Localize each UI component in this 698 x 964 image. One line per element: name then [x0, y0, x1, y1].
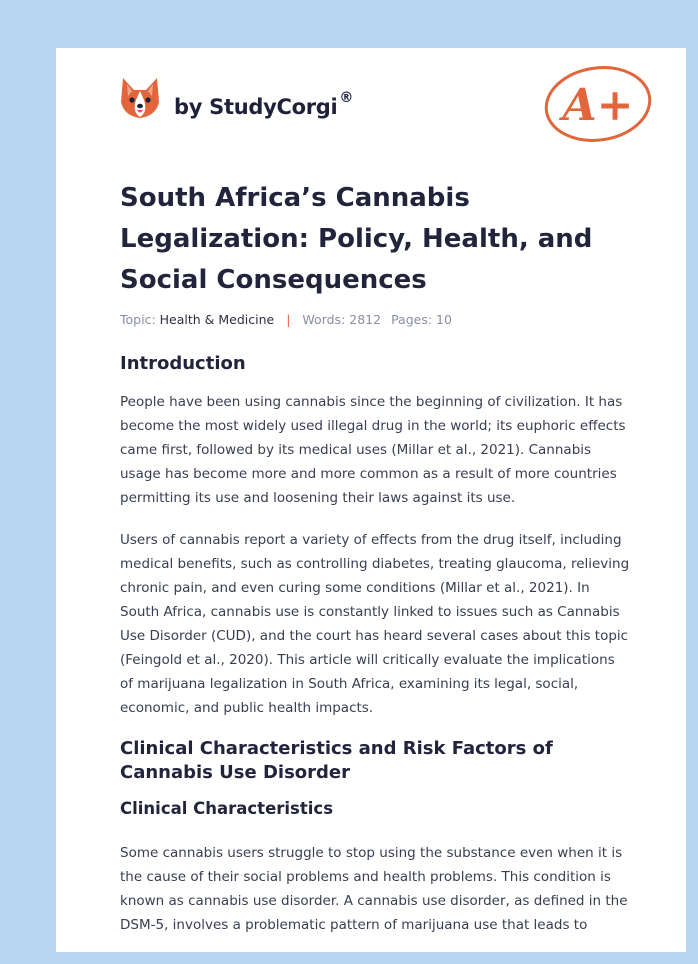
- corgi-logo-icon[interactable]: [120, 76, 160, 120]
- grade-text: A+: [562, 80, 634, 131]
- intro-heading: Introduction: [120, 353, 246, 374]
- meta-separator: |: [286, 312, 291, 327]
- words-count: 2812: [349, 312, 382, 327]
- brand-name[interactable]: [174, 90, 354, 119]
- document-page: [56, 48, 686, 952]
- clinical-subheading: Clinical Characteristics: [120, 799, 334, 818]
- article-body: [120, 352, 632, 937]
- article-meta: [120, 312, 452, 327]
- topic-link[interactable]: Health & Medicine: [159, 312, 275, 327]
- brand-text: by StudyCorgi: [174, 95, 338, 119]
- grade-a-plus-icon: [540, 60, 656, 146]
- header: [120, 74, 650, 144]
- clinical-heading: Clinical Characteristics and Risk Factors of Cannabis Use Disorder: [120, 738, 553, 783]
- registered-mark: ®: [339, 90, 354, 106]
- topic-label: Topic:: [120, 312, 156, 327]
- pages-count: 10: [436, 312, 452, 327]
- intro-paragraph-1: People have been using cannabis since the beginning of civilization. It has become the most widely used illegal drug in the world; its euphoric effects came first, followed by its medical uses (Millar et al., 2021). Cannabis usage has become more and more common as a result of more countries permitting its use and loosening their laws against its use.: [120, 394, 626, 506]
- words-label: Words:: [302, 312, 346, 327]
- intro-paragraph-2: Users of cannabis report a variety of effects from the drug itself, including medical benefits, such as controlling diabetes, treating glaucoma, relieving chronic pain, and even curing some conditions (Millar et al., 2021). In South Africa, cannabis use is constantly linked to issues such as Cannabis Use Disorder (CUD), and the court has heard several cases about this topic (Feingold et al., 2020). This article will critically evaluate the implications of marijuana legalization in South Africa, examining its legal, social, economic, and public health impacts.: [120, 532, 630, 716]
- pages-label: Pages:: [391, 312, 433, 327]
- clinical-paragraph-1: Some cannabis users struggle to stop using the substance even when it is the cause of their social problems and health problems. This condition is known as cannabis use disorder. A cannabis use disorder, as defined in the DSM-5, involves a problematic pattern of marijuana use that leads to: [120, 845, 628, 933]
- article-title: South Africa’s Cannabis Legalization: Policy, Health, and Social Consequences: [120, 183, 593, 295]
